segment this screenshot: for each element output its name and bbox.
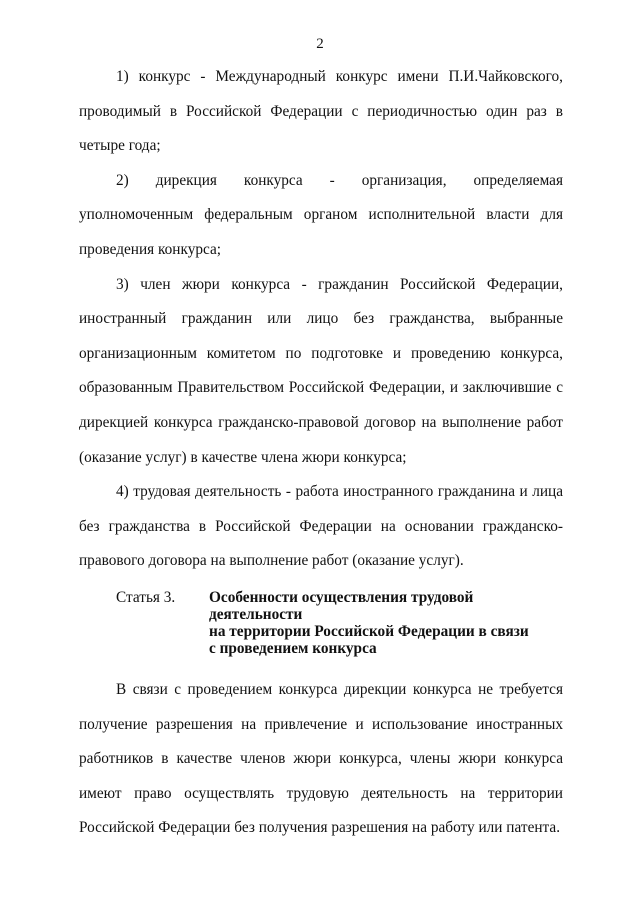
article-heading [79,589,563,657]
article-title [209,589,563,657]
page-number: 2 [316,36,324,52]
article-title-line: на территории Российской Федерации в связи [209,622,529,640]
definition-item: 3) член жюри конкурса - гражданин Российской Федерации, иностранный гражданин или лицо без гражданства, выбранные организационным комитетом по подготовке и проведению конкурса, образованным Правительством Российской Федерации, и заключившие с дирекцией конкурса гражданско-правовой договор на выполнение работ (оказание услуг) в качестве члена жюри конкурса; [79,275,563,466]
definition-item: 1) конкурс - Международный конкурс имени П.И.Чайковского, проводимый в Российской Федерации с периодичностью один раз в четыре года; [79,68,563,155]
article-title-line: Особенности осуществления трудовой деятельности [209,588,474,623]
article-label: Статья 3. [116,588,176,606]
article-body: В связи с проведением конкурса дирекции конкурса не требуется получение разрешения на привлечение и использование иностранных работников в качестве членов жюри конкурса, члены жюри конкурса имеют право осуществлять трудовую деятельность на территории Российской Федерации без получения разрешения на работу или патента. [79,680,563,837]
definition-item: 4) трудовая деятельность - работа иностранного гражданина и лица без гражданства в Российской Федерации на основании гражданско-правового договора на выполнение работ (оказание услуг). [79,483,563,570]
article-title-line: с проведением конкурса [209,639,377,657]
definition-item: 2) дирекция конкурса - организация, определяемая уполномоченным федеральным органом исполнительной власти для проведения конкурса; [79,171,563,258]
document-body [79,60,563,846]
